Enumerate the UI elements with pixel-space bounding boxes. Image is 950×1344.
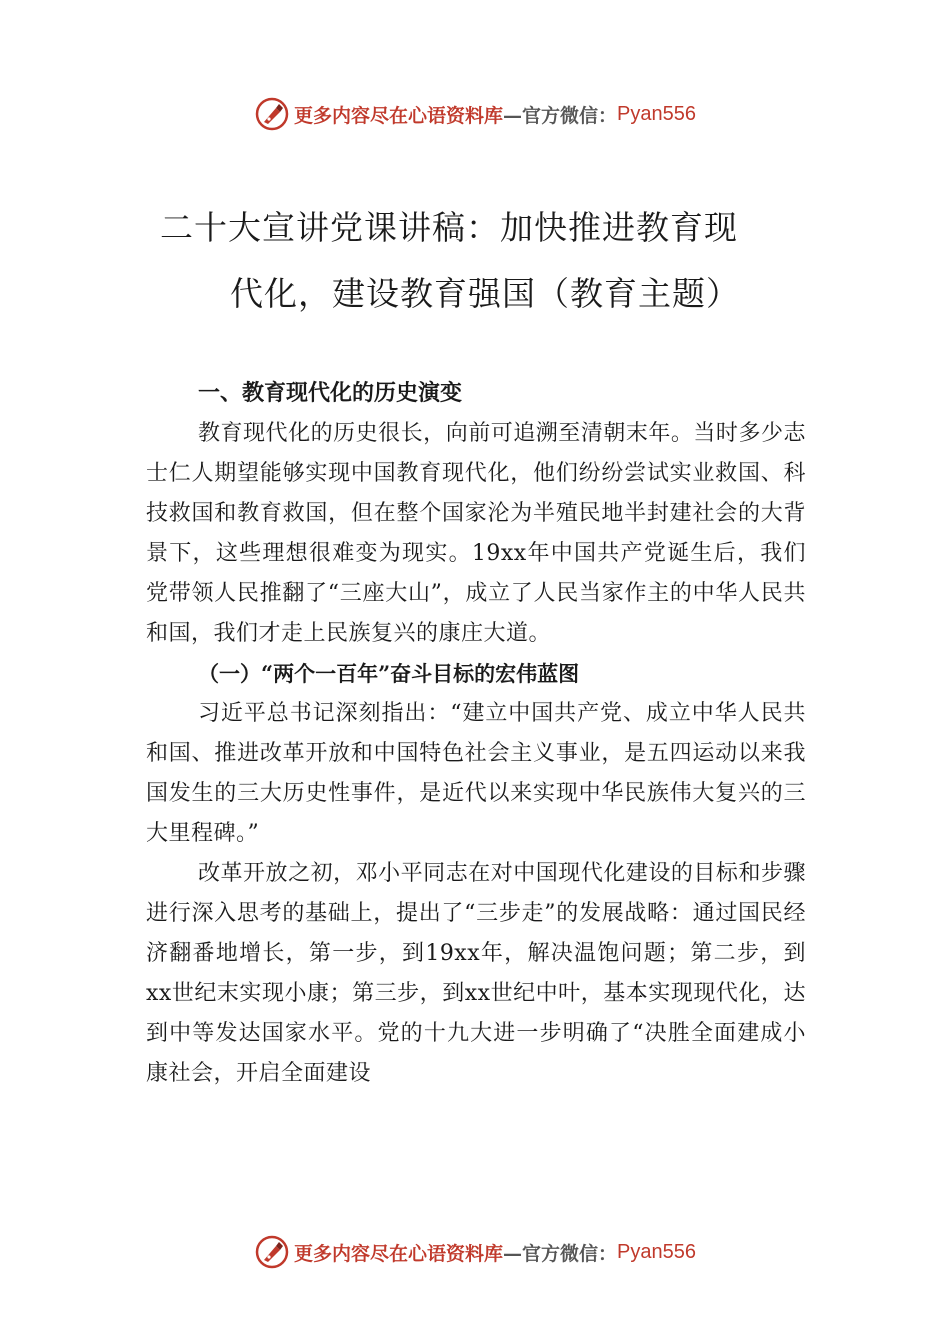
banner-library-text: 更多内容尽在心语资料库	[294, 104, 504, 127]
pen-nib-logo-icon	[254, 96, 290, 132]
banner-wechat-id: Pyan556	[617, 102, 696, 125]
pen-nib-logo-icon	[254, 1234, 290, 1270]
document-title-line-2: 代化，建设教育强国（教育主题）	[230, 274, 740, 313]
banner-library-text: 更多内容尽在心语资料库	[294, 1242, 504, 1265]
banner-wechat-id: Pyan556	[617, 1240, 696, 1263]
paragraph-1: 教育现代化的历史很长，向前可追溯至清朝末年。当时多少志士仁人期望能够实现中国教育现代化，他们纷纷尝试实业救国、科技救国和教育救国，但在整个国家沦为半殖民地半封建社会的大背景下，这些理想很难变为现实。19xx年中国共产党诞生后，我们党带领人民推翻了“三座大山”，成立了人民当家作主的中华人民共和国，我们才走上民族复兴的康庄大道。	[146, 421, 806, 646]
footer-banner-content	[254, 1232, 696, 1272]
banner-wechat-label: —官方微信：	[503, 104, 618, 127]
subsection-heading-1: （一）“两个一百年”奋斗目标的宏伟蓝图	[198, 661, 580, 686]
footer-banner	[0, 1232, 950, 1272]
header-banner-content	[254, 94, 696, 134]
document-body	[146, 374, 806, 1094]
document-title-line-1: 二十大宣讲党课讲稿：加快推进教育现	[160, 208, 738, 247]
paragraph-3: 改革开放之初，邓小平同志在对中国现代化建设的目标和步骤进行深入思考的基础上，提出了“三步走”的发展战略：通过国民经济翻番地增长，第一步，到19xx年，解决温饱问题；第二步，到xx世纪末实现小康；第三步，到xx世纪中叶，基本实现现代化，达到中等发达国家水平。党的十九大进一步明确了“决胜全面建成小康社会，开启全面建设	[146, 861, 806, 1086]
header-banner	[0, 94, 950, 134]
banner-wechat-label: —官方微信：	[503, 1242, 618, 1265]
paragraph-2: 习近平总书记深刻指出：“建立中国共产党、成立中华人民共和国、推进改革开放和中国特色社会主义事业，是五四运动以来我国发生的三大历史性事件，是近代以来实现中华民族伟大复兴的三大里程碑。”	[146, 701, 806, 846]
section-heading-1: 一、教育现代化的历史演变	[198, 381, 463, 406]
